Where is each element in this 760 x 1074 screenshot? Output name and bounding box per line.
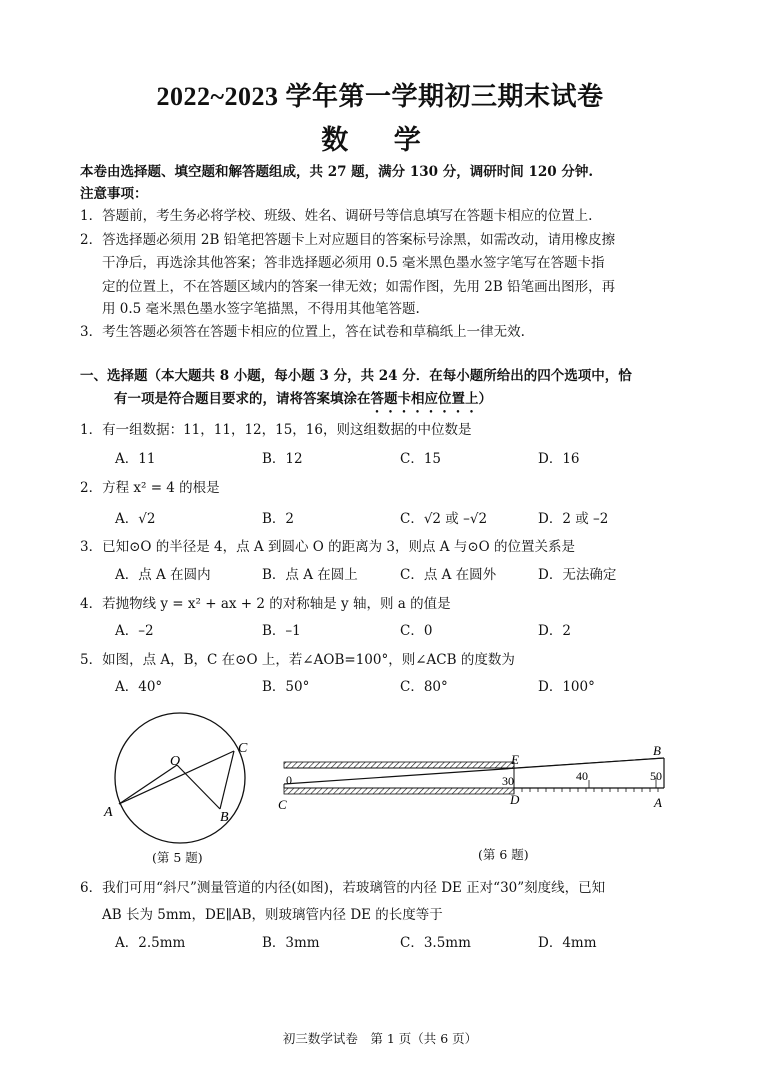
- fig5-label-a: A: [104, 805, 113, 820]
- question-5-option-d: D．100°: [538, 679, 595, 695]
- fig5-label-c: C: [238, 741, 248, 756]
- note-2-line-2: 干净后，再选涂其他答案；答非选择题必须用 0.5 毫米黑色墨水签字笔写在答题卡指: [102, 255, 605, 271]
- subject-title: 数 学: [321, 125, 439, 156]
- question-3-option-b: B．点 A 在圆上: [262, 567, 358, 583]
- question-6-option-b: B．3mm: [262, 935, 320, 951]
- question-1-option-b: B．12: [262, 451, 303, 467]
- fig6-label-c: C: [278, 797, 287, 812]
- figure-5-caption: (第 5 题): [152, 850, 203, 865]
- figure-6-caption: (第 6 题): [478, 847, 529, 862]
- note-3: 3．考生答题必须答在答题卡相应的位置上，答在试卷和草稿纸上一律无效.: [80, 324, 525, 340]
- question-4-option-a: A．–2: [115, 623, 154, 639]
- question-5-stem: 5．如图，点 A，B，C 在⊙O 上，若∠AOB=100°，则∠ACB 的度数为: [80, 652, 515, 668]
- notes-title: 注意事项：: [80, 186, 148, 202]
- question-6-option-a: A．2.5mm: [115, 935, 186, 951]
- question-6-stem-line-1: 6．我们可用“斜尺”测量管道的内径(如图)，若玻璃管的内径 DE 正对“30”刻度线，已知: [80, 880, 606, 896]
- question-2-option-b: B．2: [262, 511, 295, 527]
- figure-5-circle-diagram: [100, 708, 270, 848]
- question-6-option-d: D．4mm: [538, 935, 597, 951]
- fig6-scale-ticks: [522, 778, 658, 792]
- fig6-tick-40: 40: [576, 769, 588, 783]
- exam-summary: 本卷由选择题、填空题和解答题组成，共 27 题，满分 130 分，调研时间 120 分钟.: [80, 164, 594, 180]
- question-3-option-c: C．点 A 在圆外: [400, 567, 497, 583]
- note-1: 1．答题前，考生务必将学校、班级、姓名、调研号等信息填写在答题卡相应的位置上.: [80, 208, 593, 224]
- question-4-option-c: C．0: [400, 623, 433, 639]
- question-6-stem-line-2: AB 长为 5mm，DE∥AB，则玻璃管内径 DE 的长度等于: [102, 907, 443, 923]
- question-6-option-c: C．3.5mm: [400, 935, 471, 951]
- figure-6-ruler-diagram: [270, 738, 680, 816]
- fig6-label-a: A: [654, 795, 662, 810]
- note-2-line-3: 定的位置上，不在答题区域内的答案一律无效；如需作图，先用 2B 铅笔画出图形，再: [102, 279, 616, 295]
- question-2-option-a: A．√2: [115, 511, 156, 527]
- question-5-option-b: B．50°: [262, 679, 310, 695]
- fig5-label-b: B: [220, 810, 229, 825]
- question-1-stem: 1．有一组数据：11，11，12，15，16，则这组数据的中位数是: [80, 422, 472, 438]
- question-2-option-d: D．2 或 –2: [538, 511, 609, 527]
- question-3-option-d: D．无法确定: [538, 567, 617, 583]
- fig6-label-e: E: [511, 752, 519, 767]
- section-1-heading: 一、选择题（本大题共 8 小题，每小题 3 分，共 24 分．在每小题所给出的四个选项中，恰: [80, 368, 632, 384]
- question-5-option-c: C．80°: [400, 679, 448, 695]
- question-4-option-d: D．2: [538, 623, 571, 639]
- question-4-stem: 4．若抛物线 y = x² + ax + 2 的对称轴是 y 轴，则 a 的值是: [80, 596, 451, 612]
- page-footer: 初三数学试卷 第 1 页（共 6 页）: [282, 1031, 478, 1046]
- question-2-option-c: C．√2 或 –√2: [400, 511, 488, 527]
- exam-title: 2022~2023 学年第一学期初三期末试卷: [156, 82, 604, 111]
- question-5-option-a: A．40°: [115, 679, 163, 695]
- note-2-line-1: 2．答选择题必须用 2B 铅笔把答题卡上对应题目的答案标号涂黑，如需改动，请用橡皮擦: [80, 232, 616, 248]
- fig6-label-d: D: [510, 792, 520, 807]
- question-1-option-c: C．15: [400, 451, 442, 467]
- fig6-label-b: B: [653, 743, 661, 758]
- fig6-tick-30: 30: [502, 774, 514, 788]
- note-2-line-4: 用 0.5 毫米黑色墨水签字笔描黑，不得用其他笔答题.: [102, 301, 420, 317]
- question-3-stem: 3．已知⊙O 的半径是 4，点 A 到圆心 O 的距离为 3，则点 A 与⊙O 的位置关系是: [80, 539, 576, 555]
- section-1-heading-cont: 有一项是符合题目要求的，请将答案填涂在答题卡相应位置上）: [114, 391, 492, 407]
- question-2-stem: 2．方程 x² = 4 的根是: [80, 480, 220, 496]
- question-1-option-d: D．16: [538, 451, 580, 467]
- question-3-option-a: A．点 A 在圆内: [115, 567, 211, 583]
- question-4-option-b: B．–1: [262, 623, 301, 639]
- fig6-tick-50: 50: [650, 769, 662, 783]
- fig5-label-o: O: [170, 754, 181, 769]
- question-1-option-a: A．11: [115, 451, 156, 467]
- fig6-tick-0: 0: [286, 773, 292, 787]
